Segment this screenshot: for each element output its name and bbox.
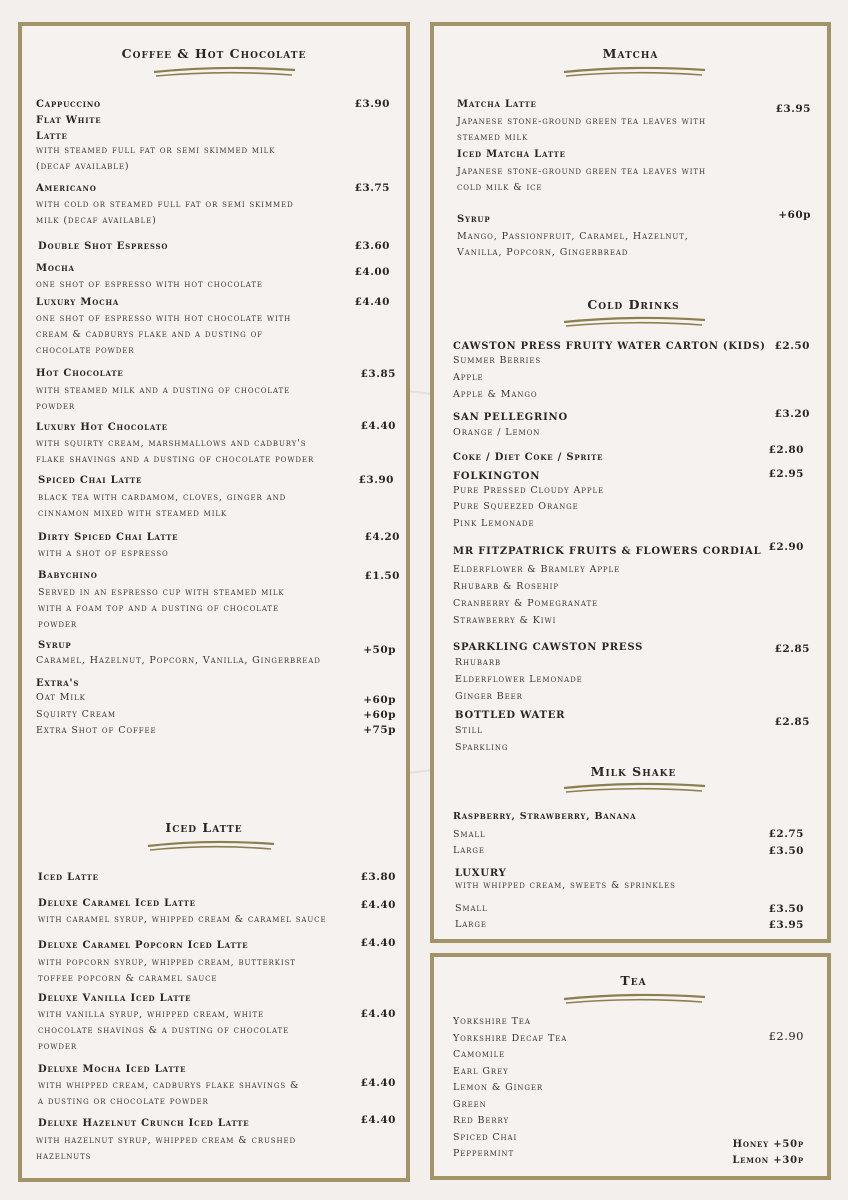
menu-item-desc: (decaf available) xyxy=(36,161,130,172)
menu-item-desc: Caramel, Hazelnut, Popcorn, Vanilla, Gingerbread xyxy=(36,655,321,666)
tea-extra-lemon: Lemon +30p xyxy=(732,1155,804,1166)
menu-item-price: £3.95 xyxy=(768,919,804,931)
menu-item-desc: Vanilla, Popcorn, Gingerbread xyxy=(457,247,629,258)
menu-item-desc: powder xyxy=(38,619,78,630)
menu-item-desc: Elderflower Lemonade xyxy=(455,674,583,685)
menu-item-name: Deluxe Caramel Popcorn Iced Latte xyxy=(38,940,249,951)
menu-item-desc: toffee popcorn & caramel sauce xyxy=(38,973,218,984)
menu-item-price: +50p xyxy=(363,644,396,656)
menu-item-price: £4.40 xyxy=(360,420,396,432)
menu-item-desc: Orange / Lemon xyxy=(453,427,541,438)
extra-item: Squirty Cream xyxy=(36,709,116,720)
menu-item-desc: Pink Lemonade xyxy=(453,518,535,529)
menu-item-desc: with steamed full fat or semi skimmed milk xyxy=(36,145,276,156)
menu-item-desc: cinnamon mixed with steamed milk xyxy=(38,508,228,519)
menu-item-name: SPARKLING CAWSTON PRESS xyxy=(453,642,644,653)
menu-item-desc: Pure Squeezed Orange xyxy=(453,501,579,512)
menu-item-desc: with a shot of espresso xyxy=(38,548,169,559)
menu-item-price: £3.90 xyxy=(358,474,394,486)
menu-item-price: £2.80 xyxy=(768,444,804,456)
tea-item: Peppermint xyxy=(453,1148,515,1159)
menu-item-price: £4.40 xyxy=(354,296,390,308)
menu-item-price: £2.50 xyxy=(774,340,810,352)
menu-item-price: £4.40 xyxy=(360,1077,396,1089)
menu-item-desc: with steamed milk and a dusting of chocolate xyxy=(36,385,291,396)
size-label: Small xyxy=(453,829,486,840)
menu-item-name: Cappuccino xyxy=(36,99,101,110)
extra-item: Extra Shot of Coffee xyxy=(36,725,157,736)
size-label: Large xyxy=(453,845,485,856)
menu-item-name: Syrup xyxy=(38,640,72,651)
extras-heading: Extra's xyxy=(36,678,80,689)
menu-item-name: Deluxe Caramel Iced Latte xyxy=(38,898,196,909)
menu-item-desc: with whipped cream, sweets & sprinkles xyxy=(455,880,676,891)
extra-item: Oat Milk xyxy=(36,692,86,703)
menu-item-desc: one shot of espresso with hot chocolate with xyxy=(36,313,292,324)
menu-item-desc: Japanese stone-ground green tea leaves with xyxy=(457,116,707,127)
matcha-title: Matcha xyxy=(602,46,659,61)
menu-item-desc: a dusting or chocolate powder xyxy=(38,1096,209,1107)
menu-item-desc: flake shavings and a dusting of chocolate powder xyxy=(36,454,315,465)
menu-item-desc: Apple xyxy=(453,372,484,383)
menu-item-price: £4.40 xyxy=(360,1114,396,1126)
menu-item-desc: powder xyxy=(36,401,76,412)
menu-item-price: £3.20 xyxy=(774,408,810,420)
menu-item-name: Mocha xyxy=(36,263,75,274)
menu-item-name: Syrup xyxy=(457,214,491,225)
menu-item-price: £2.85 xyxy=(774,716,810,728)
menu-item-desc: black tea with cardamom, cloves, ginger and xyxy=(38,492,287,503)
menu-item-desc: with vanilla syrup, whipped cream, white xyxy=(38,1009,265,1020)
menu-item-price: £4.40 xyxy=(360,937,396,949)
menu-item-name: Iced Matcha Latte xyxy=(457,149,566,160)
menu-item-price: £4.40 xyxy=(360,899,396,911)
tea-item: Earl Grey xyxy=(453,1066,509,1077)
tea-panel xyxy=(430,953,831,1180)
menu-item-price: £3.50 xyxy=(768,903,804,915)
menu-item-desc: powder xyxy=(38,1041,78,1052)
menu-item-desc: with a foam top and a dusting of chocolate xyxy=(38,603,279,614)
menu-item-desc: Summer Berries xyxy=(453,355,542,366)
menu-item-price: £2.90 xyxy=(768,541,804,553)
drinks-panel xyxy=(430,22,831,943)
menu-item-price: +60p xyxy=(778,209,811,221)
tea-title: Tea xyxy=(620,973,647,988)
menu-item-name: Hot Chocolate xyxy=(36,368,124,379)
menu-item-desc: Mango, Passionfruit, Caramel, Hazelnut, xyxy=(457,231,689,242)
menu-item-name: Spiced Chai Latte xyxy=(38,475,143,486)
menu-item-name: Americano xyxy=(36,183,97,194)
menu-item-name: Flat White xyxy=(36,115,102,126)
menu-item-price: £1.50 xyxy=(364,570,400,582)
menu-item-price: £4.20 xyxy=(364,531,400,543)
menu-item-desc: Elderflower & Bramley Apple xyxy=(453,564,621,575)
menu-item-price: £3.85 xyxy=(360,368,396,380)
menu-item-desc: chocolate powder xyxy=(36,345,135,356)
swoosh-divider xyxy=(562,314,707,330)
tea-extra-honey: Honey +50p xyxy=(732,1139,804,1150)
tea-item: Red Berry xyxy=(453,1115,510,1126)
menu-item-name: Deluxe Vanilla Iced Latte xyxy=(38,993,192,1004)
swoosh-divider xyxy=(146,838,276,854)
tea-item: Camomile xyxy=(453,1049,506,1060)
swoosh-divider xyxy=(562,991,707,1007)
menu-item-name: Matcha Latte xyxy=(457,99,537,110)
menu-item-name: BOTTLED WATER xyxy=(455,710,566,721)
menu-item-name: MR FITZPATRICK FRUITS & FLOWERS CORDIAL xyxy=(453,546,762,557)
menu-item-desc: Still xyxy=(455,725,483,736)
menu-item-desc: Ginger Beer xyxy=(455,691,523,702)
menu-item-desc: Apple & Mango xyxy=(453,389,538,400)
menu-item-price: £3.95 xyxy=(775,103,811,115)
menu-item-price: £4.40 xyxy=(360,1008,396,1020)
menu-item-name: FOLKINGTON xyxy=(453,471,541,482)
size-label: Small xyxy=(455,903,488,914)
tea-item: Lemon & Ginger xyxy=(453,1082,543,1093)
menu-item-price: £2.95 xyxy=(768,468,804,480)
swoosh-divider xyxy=(152,64,297,80)
swoosh-divider xyxy=(562,780,707,796)
menu-item-desc: Rhubarb & Rosehip xyxy=(453,581,559,592)
tea-item: Yorkshire Tea xyxy=(453,1016,531,1027)
menu-item-desc: with whipped cream, cadburys flake shavings & xyxy=(38,1080,300,1091)
menu-item-desc: Cranberry & Pomegranate xyxy=(453,598,599,609)
menu-item-desc: cold milk & ice xyxy=(457,182,543,193)
menu-item-desc: with cold or steamed full fat or semi skimmed xyxy=(36,199,294,210)
menu-item-desc: Sparkling xyxy=(455,742,509,753)
menu-item-desc: with hazelnut syrup, whipped cream & crushed xyxy=(36,1135,297,1146)
menu-item-price: £3.50 xyxy=(768,845,804,857)
menu-item-name: Deluxe Mocha Iced Latte xyxy=(38,1064,187,1075)
menu-item-price: £2.75 xyxy=(768,828,804,840)
menu-item-name: Coke / Diet Coke / Sprite xyxy=(453,452,604,463)
menu-item-desc: hazelnuts xyxy=(36,1151,92,1162)
extra-price: +75p xyxy=(363,724,396,736)
menu-item-price: £3.60 xyxy=(354,240,390,252)
tea-price: £2.90 xyxy=(768,1029,804,1043)
size-label: Large xyxy=(455,919,487,930)
menu-item-desc: Served in an espresso cup with steamed milk xyxy=(38,587,285,598)
menu-item-price: £3.80 xyxy=(360,871,396,883)
menu-item-desc: with caramel syrup, whipped cream & caramel sauce xyxy=(38,914,327,925)
menu-item-desc: Strawberry & Kiwi xyxy=(453,615,557,626)
menu-item-desc: steamed milk xyxy=(457,132,529,143)
menu-item-desc: chocolate shavings & a dusting of chocolate xyxy=(38,1025,290,1036)
extra-price: +60p xyxy=(363,694,396,706)
menu-item-name: Luxury Mocha xyxy=(36,297,120,308)
menu-item-price: £2.85 xyxy=(774,643,810,655)
menu-item-price: £4.00 xyxy=(354,266,390,278)
menu-item-name: CAWSTON PRESS FRUITY WATER CARTON (KIDS) xyxy=(453,341,766,352)
menu-item-desc: Japanese stone-ground green tea leaves with xyxy=(457,166,707,177)
menu-item-name: Babychino xyxy=(38,570,98,581)
menu-item-desc: Pure Pressed Cloudy Apple xyxy=(453,485,605,496)
menu-item-desc: milk (decaf available) xyxy=(36,215,157,226)
menu-item-desc: one shot of espresso with hot chocolate xyxy=(36,279,263,290)
milkshake-title: Milk Shake xyxy=(590,764,677,779)
menu-item-name: LUXURY xyxy=(455,868,507,879)
coffee-panel xyxy=(18,22,410,1182)
menu-item-price: £3.75 xyxy=(354,182,390,194)
menu-item-name: Raspberry, Strawberry, Banana xyxy=(453,811,637,822)
menu-item-name: Dirty Spiced Chai Latte xyxy=(38,532,179,543)
menu-item-name: Iced Latte xyxy=(38,872,99,883)
tea-item: Spiced Chai xyxy=(453,1132,518,1143)
menu-item-name: Latte xyxy=(36,131,68,142)
cold-title: Cold Drinks xyxy=(587,297,680,312)
extra-price: +60p xyxy=(363,709,396,721)
menu-item-name: Luxury Hot Chocolate xyxy=(36,422,168,433)
menu-item-desc: cream & cadburys flake and a dusting of xyxy=(36,329,263,340)
menu-item-name: Deluxe Hazelnut Crunch Iced Latte xyxy=(38,1118,250,1129)
coffee-title: Coffee & Hot Chocolate xyxy=(121,46,307,61)
swoosh-divider xyxy=(562,64,707,80)
menu-item-name: SAN PELLEGRINO xyxy=(453,412,569,423)
menu-item-desc: with squirty cream, marshmallows and cadbury's xyxy=(36,438,307,449)
tea-item: Yorkshire Decaf Tea xyxy=(453,1033,568,1044)
iced-title: Iced Latte xyxy=(165,820,243,835)
tea-item: Green xyxy=(453,1099,487,1110)
menu-item-desc: with popcorn syrup, whipped cream, butterkist xyxy=(38,957,296,968)
menu-item-price: £3.90 xyxy=(354,98,390,110)
menu-item-desc: Rhubarb xyxy=(455,657,502,668)
menu-item-name: Double Shot Espresso xyxy=(38,241,169,252)
